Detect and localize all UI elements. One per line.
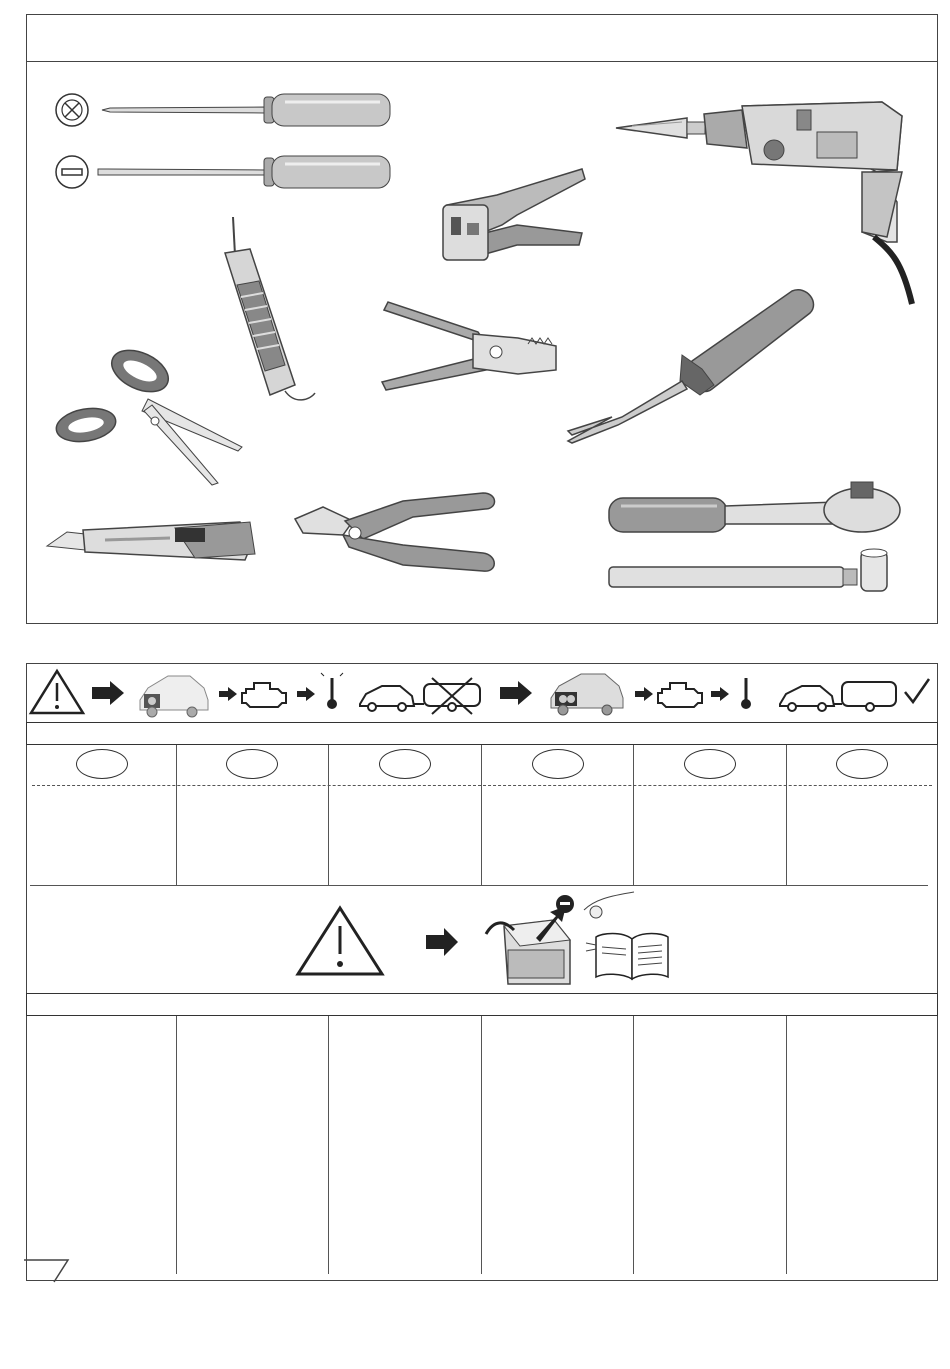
columns-bottom bbox=[26, 1016, 938, 1274]
column-divider bbox=[633, 745, 634, 885]
wire-stripper-icon bbox=[437, 165, 592, 270]
column-divider bbox=[481, 1016, 482, 1274]
car-front-icon bbox=[545, 668, 629, 716]
scissors-icon bbox=[52, 345, 247, 490]
section-bar-bottom bbox=[26, 993, 938, 1016]
power-drill-icon bbox=[612, 92, 937, 317]
language-badge-3 bbox=[379, 749, 431, 779]
arrow-icon bbox=[710, 686, 730, 702]
temperature-warning-icon bbox=[318, 672, 346, 712]
language-badge-6 bbox=[836, 749, 888, 779]
warning-triangle-icon bbox=[28, 667, 86, 717]
phillips-screwdriver-icon bbox=[50, 88, 400, 132]
column-divider bbox=[633, 1016, 634, 1274]
warning-triangle-icon bbox=[294, 904, 386, 978]
flathead-screwdriver-icon bbox=[50, 150, 400, 194]
column-divider bbox=[328, 745, 329, 885]
arrow-icon bbox=[498, 680, 534, 706]
arrow-icon bbox=[424, 926, 460, 958]
language-badge-4 bbox=[532, 749, 584, 779]
temperature-icon bbox=[734, 672, 758, 712]
trim-removal-tool-icon bbox=[562, 285, 817, 445]
socket-extension-icon bbox=[607, 545, 902, 595]
tools-panel-header bbox=[27, 15, 937, 62]
crimping-pliers-icon bbox=[378, 298, 563, 393]
dotted-separator bbox=[32, 785, 932, 786]
language-badge-1 bbox=[76, 749, 128, 779]
column-divider bbox=[176, 1016, 177, 1274]
arrow-icon bbox=[90, 680, 126, 706]
column-divider bbox=[176, 745, 177, 885]
language-badge-2 bbox=[226, 749, 278, 779]
language-badge-5 bbox=[684, 749, 736, 779]
column-divider bbox=[786, 745, 787, 885]
section-bar-top bbox=[26, 722, 938, 745]
arrow-icon bbox=[296, 686, 316, 702]
engine-warning-icon bbox=[240, 679, 288, 711]
car-with-trailer-icon bbox=[776, 674, 900, 716]
diagonal-cutters-icon bbox=[293, 487, 503, 577]
page-corner-marker bbox=[24, 1254, 74, 1284]
engine-warning-icon bbox=[656, 679, 704, 711]
separator-line bbox=[30, 885, 928, 886]
ratchet-wrench-icon bbox=[607, 478, 907, 538]
car-front-icon bbox=[134, 670, 212, 718]
car-no-trailer-icon bbox=[356, 674, 484, 716]
columns-top bbox=[26, 745, 938, 885]
column-divider bbox=[481, 745, 482, 885]
arrow-icon bbox=[634, 686, 654, 702]
arrow-icon bbox=[218, 686, 238, 702]
column-divider bbox=[786, 1016, 787, 1274]
manual-book-icon bbox=[592, 925, 672, 981]
checkmark-icon bbox=[902, 676, 932, 706]
column-divider bbox=[328, 1016, 329, 1274]
utility-knife-icon bbox=[45, 518, 260, 566]
